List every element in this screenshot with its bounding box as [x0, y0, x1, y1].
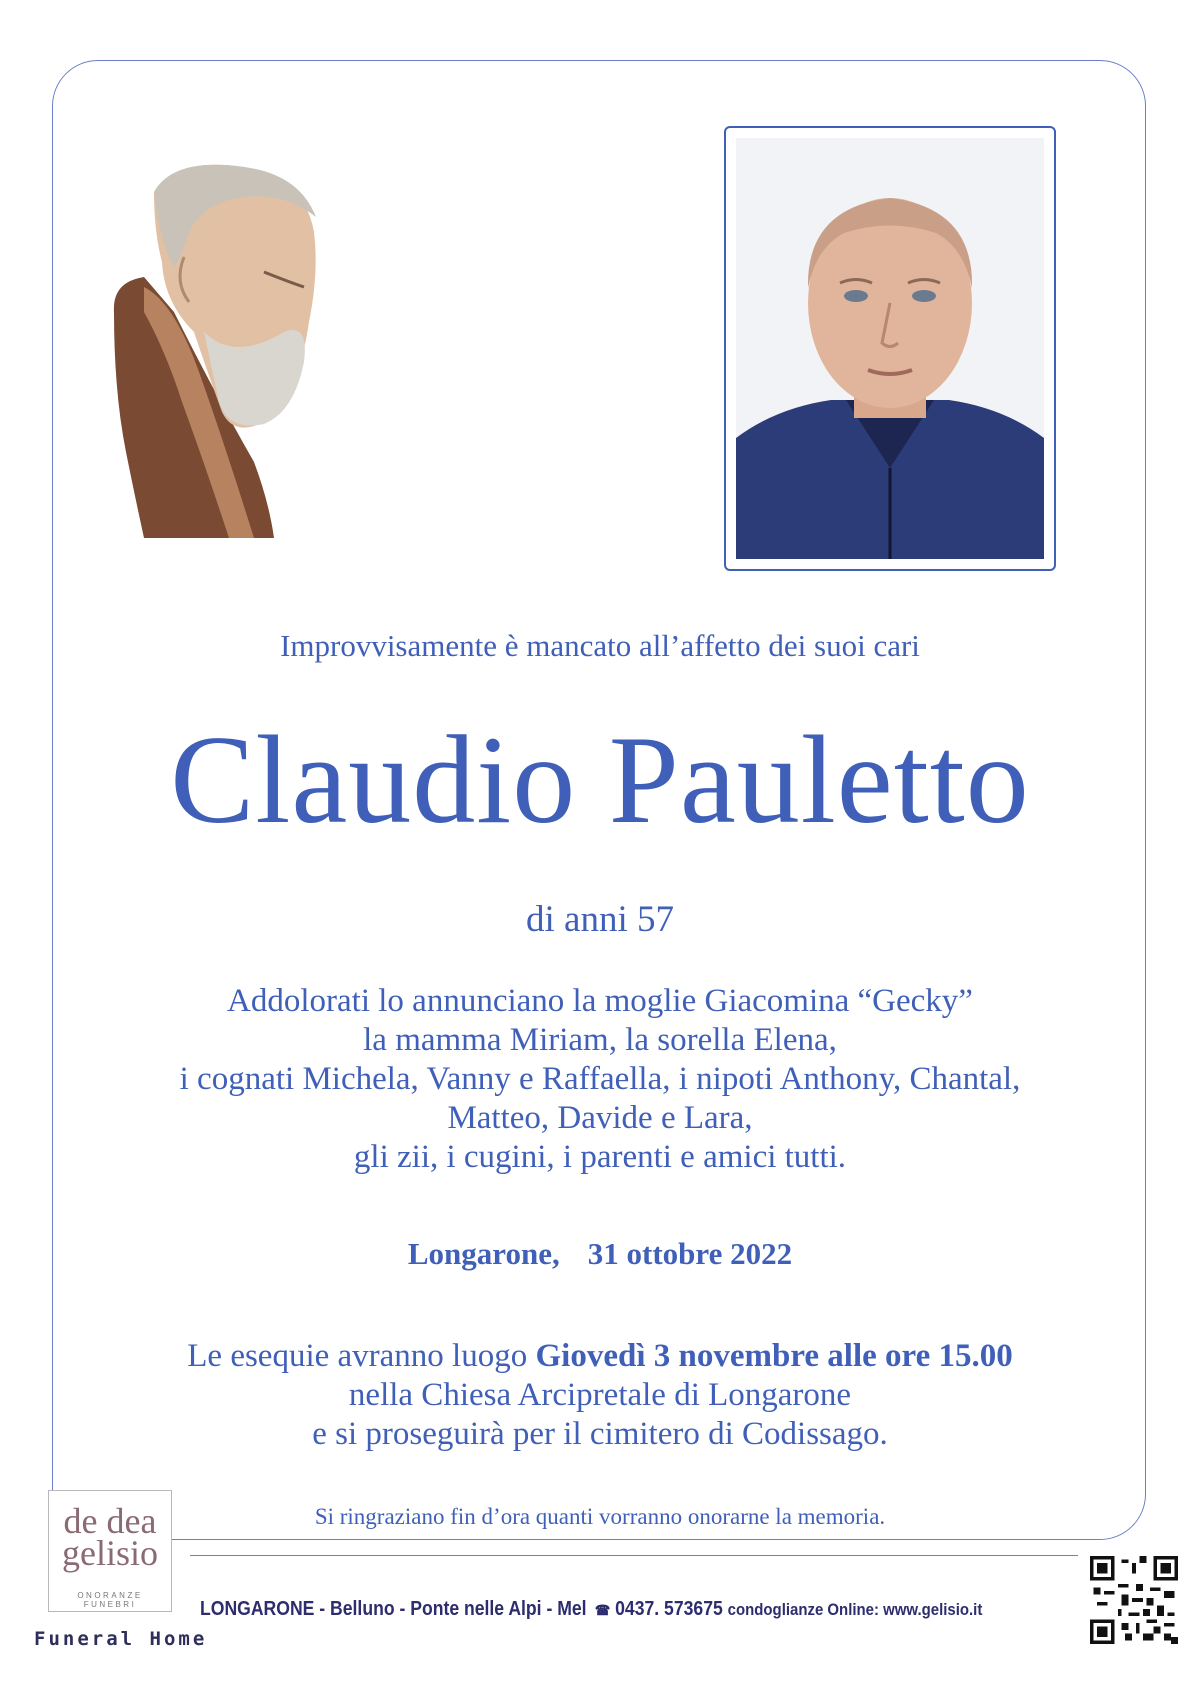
family-line: i cognati Michela, Vanny e Raffaella, i nipoti Anthony, Chantal, [179, 1061, 1021, 1097]
funeral-location: nella Chiesa Arcipretale di Longarone [348, 1377, 852, 1413]
intro-text: Improvvisamente è mancato all’affetto dei suoi cari [280, 628, 920, 663]
deceased-photo [736, 138, 1044, 559]
deceased-age: di anni 57 [526, 899, 674, 940]
funeral-lead: Le esequie avranno luogo [187, 1338, 536, 1374]
logo-line-1: de dea [63, 1501, 157, 1541]
thanks-text: Si ringraziano fin d’ora quanti vorranno onorarne la memoria. [314, 1504, 886, 1529]
logo-line-2: gelisio [62, 1533, 158, 1573]
date: 31 ottobre 2022 [587, 1236, 793, 1271]
family-line: la mamma Miriam, la sorella Elena, [363, 1022, 837, 1058]
place-date [0, 1236, 1200, 1272]
footer-divider [190, 1555, 1078, 1556]
funeral-home-label: Funeral Home [34, 1628, 208, 1650]
footer-contacts [200, 1598, 982, 1621]
footer-phone: 0437. 573675 [615, 1598, 723, 1620]
photo-frame [724, 126, 1056, 571]
funeral-when: Giovedì 3 novembre alle ore 15.00 [535, 1338, 1013, 1374]
qr-code-icon [1090, 1556, 1178, 1644]
padre-pio-portrait [104, 162, 344, 538]
funeral-home-logo [48, 1490, 172, 1612]
footer-online: condoglianze Online: www.gelisio.it [727, 1600, 983, 1619]
family-announcement [0, 982, 1200, 1177]
funeral-burial: e si proseguirà per il cimitero di Codissago. [312, 1416, 888, 1452]
family-line: Addolorati lo annunciano la moglie Giacomina “Gecky” [227, 983, 973, 1019]
place: Longarone, [407, 1236, 560, 1271]
logo-tagline: ONORANZE FUNEBRI [77, 1591, 143, 1609]
telephone-icon: ☎ [591, 1602, 611, 1618]
footer-locations: LONGARONE - Belluno - Ponte nelle Alpi - Mel [200, 1598, 587, 1620]
deceased-name: Claudio Pauletto [170, 711, 1030, 850]
family-line: Matteo, Davide e Lara, [447, 1100, 753, 1136]
family-line: gli zii, i cugini, i parenti e amici tutti. [353, 1139, 847, 1175]
funeral-info [0, 1337, 1200, 1454]
